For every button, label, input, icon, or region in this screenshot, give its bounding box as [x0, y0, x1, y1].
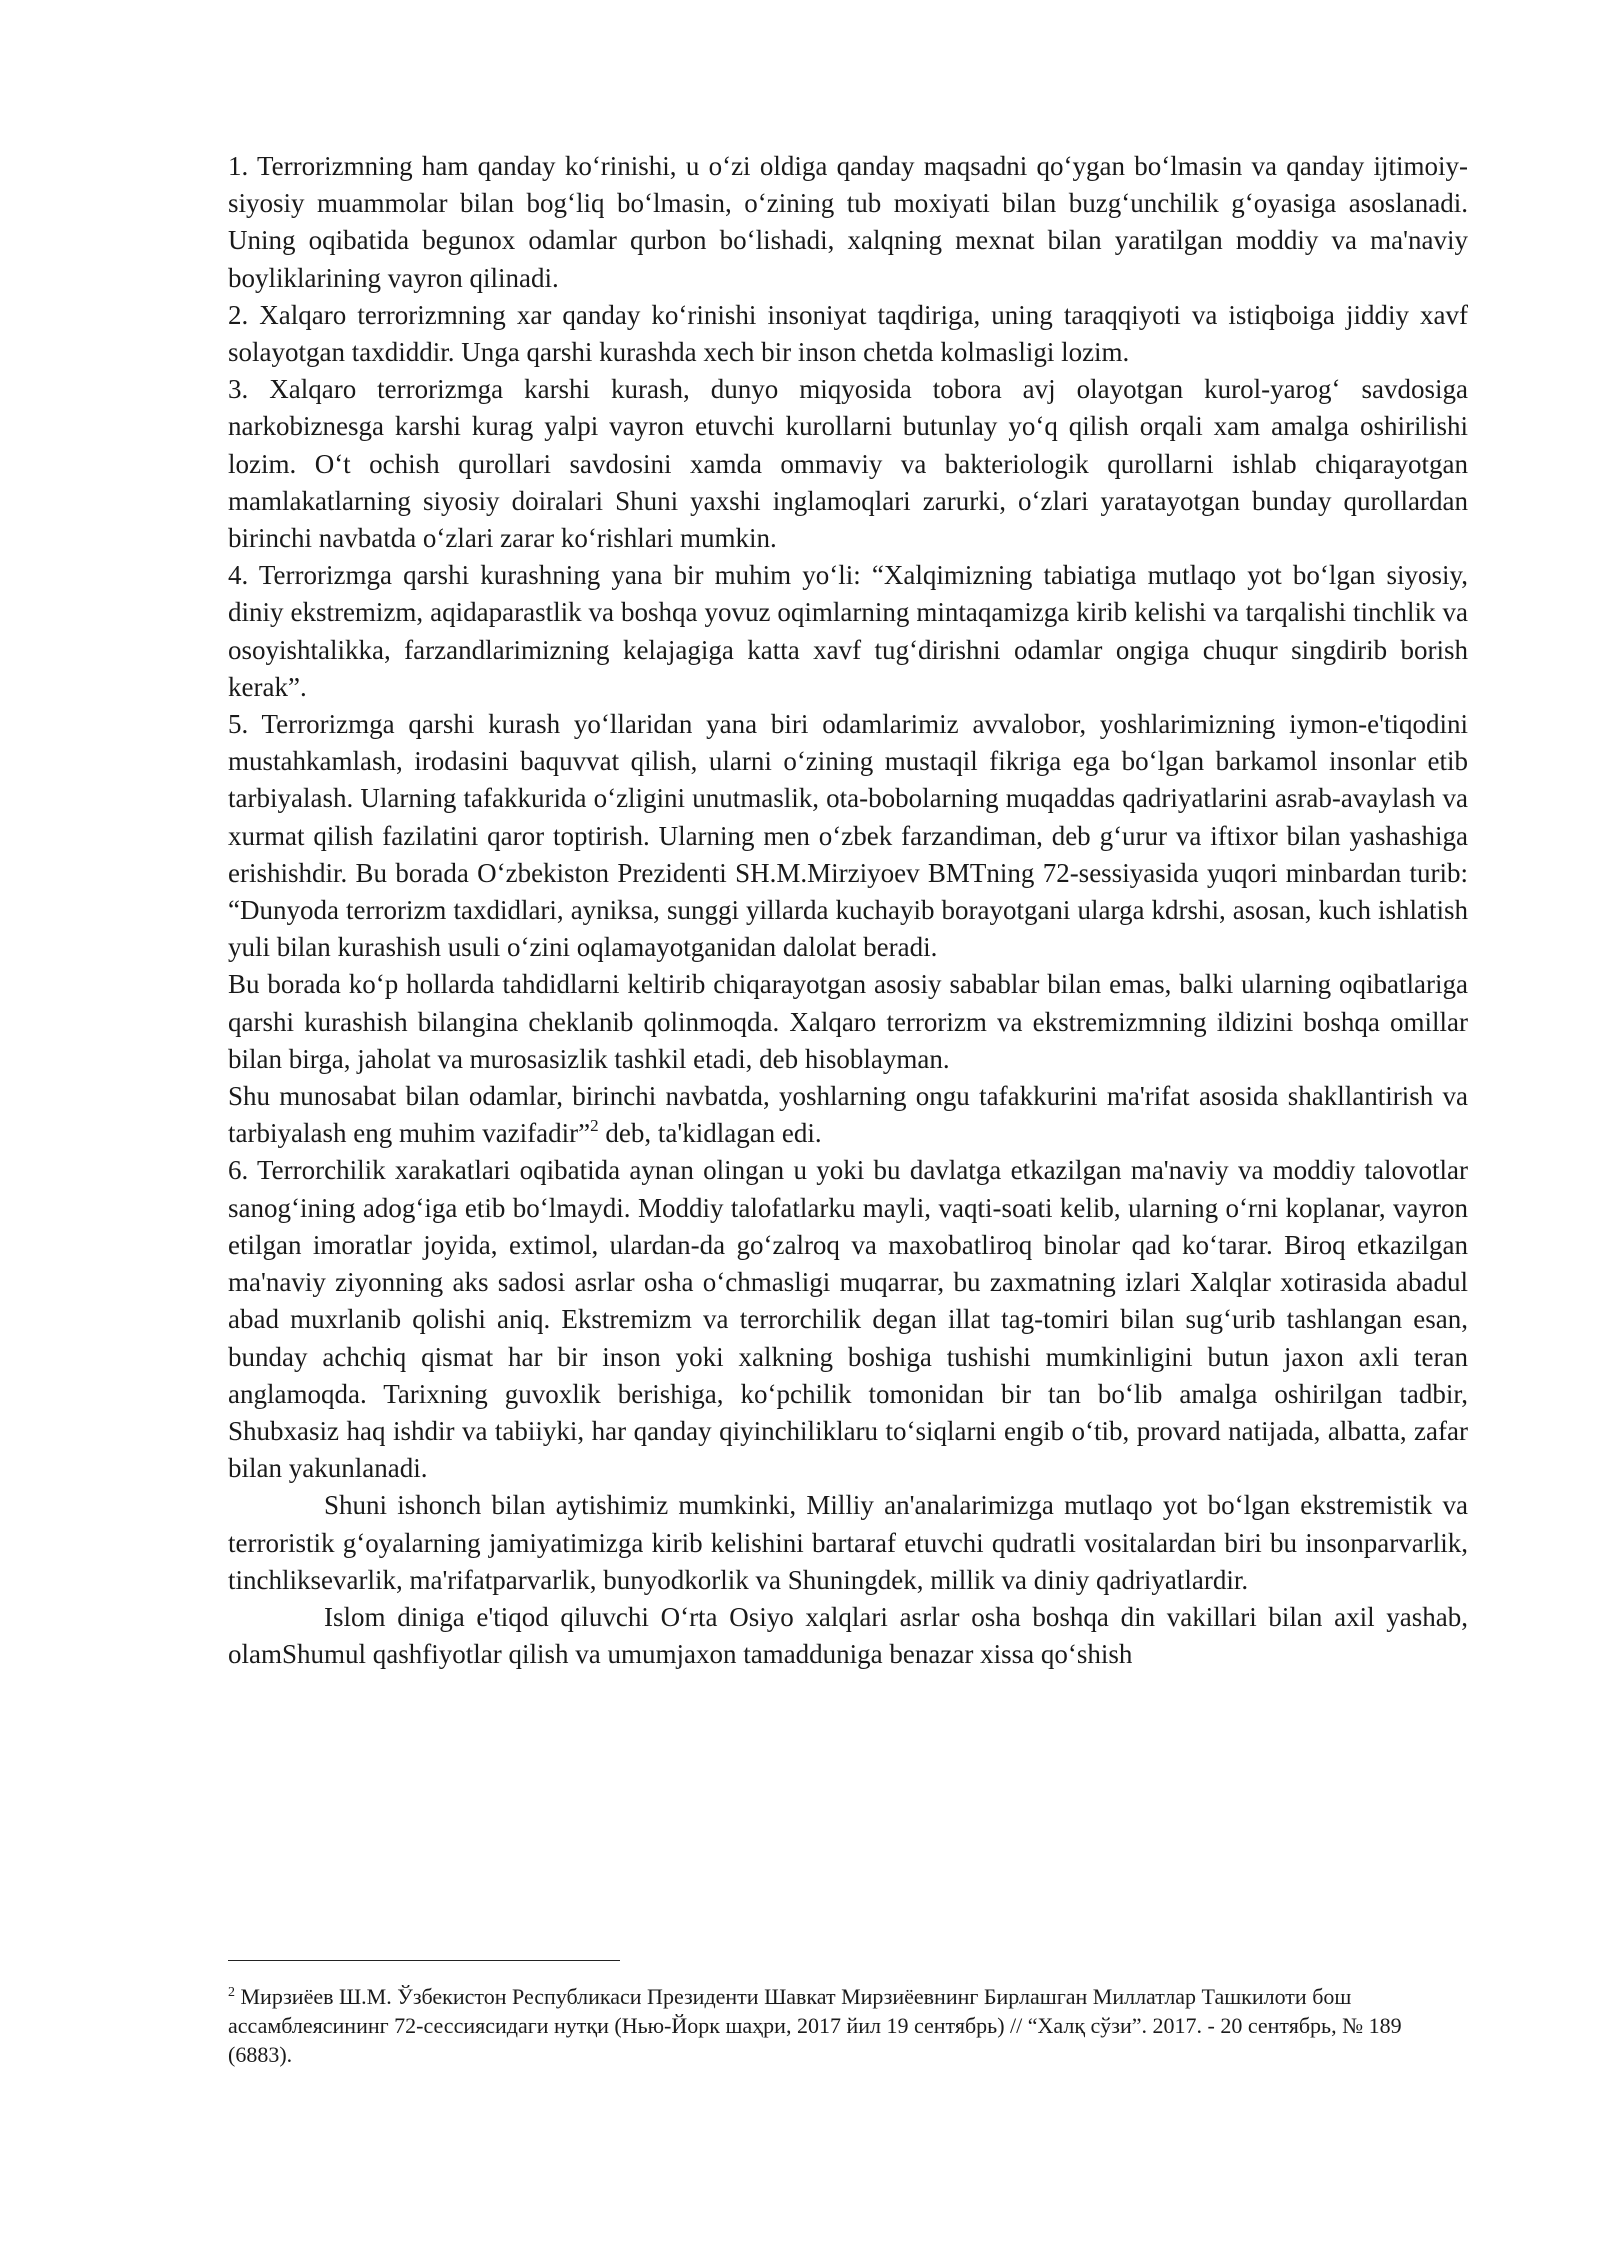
- footnote-reference: 2: [590, 1116, 599, 1136]
- paragraph-1: 1. Terrorizmning ham qanday koʻrinishi, u oʻzi oldiga qanday maqsadni qoʻygan boʻlmasin va qanday ijtimoiy-siyosiy muammolar bilan bogʻliq boʻlmasin, oʻzining tub moxiyati bilan buzgʻunchilik gʻoyasiga asoslanadi. Uning oqibatida begunox odamlar qurbon boʻlishadi, xalqning mexnat bilan yaratilgan moddiy va ma'naviy boyliklarining vayron qilinadi.: [228, 151, 1468, 293]
- footnote: [228, 1982, 1468, 2069]
- indented-paragraph-2: Islom diniga e'tiqod qiluvchi Oʻrta Osiyo xalqlari asrlar osha boshqa din vakillari bilan axil yashab, olamShumul qashfiyotlar qilish va umumjaxon tamadduniga benazar xissa qoʻshish: [228, 1601, 1468, 1670]
- paragraph-5-continued: Bu borada koʻp hollarda tahdidlarni keltirib chiqarayotgan asosiy sabablar bilan emas, balki ularning oqibatlariga qarshi kurashish bilangina cheklanib qolinmoqda. Xalqaro terrorizm va ekstremizmning ildizini boshqa omillar bilan birga, jaholat va murosasizlik tashkil etadi, deb hisoblayman.: [228, 969, 1468, 1074]
- body-text: [228, 148, 1468, 1673]
- paragraph-6: 6. Terrorchilik xarakatlari oqibatida aynan olingan u yoki bu davlatga etkazilgan ma'naviy va moddiy talovotlar sanogʻining adogʻiga etib boʻlmaydi. Moddiy talofatlarku mayli, vaqti-soati kelib, ularning oʻrni koplanar, vayron etilgan imoratlar joyida, extimol, ulardan-da goʻzalroq va maxobatliroq binolar qad koʻtarar. Biroq etkazilgan ma'naviy ziyonning aks sadosi asrlar osha oʻchmasligi muqarrar, bu zaxmatning izlari Xalqlar xotirasida abadul abad muxrlanib qolishi aniq. Ekstremizm va terrorchilik degan illat tag-tomiri bilan sugʻurib tashlangan esan, bunday achchiq qismat har bir inson yoki xalkning boshiga tushishi mumkinligini butun jaxon axli teran anglamoqda. Tarixning guvoxlik berishiga, koʻpchilik tomonidan bir tan boʻlib amalga oshirilgan tadbir, Shubxasiz haq ishdir va tabiiyki, har qanday qiyinchiliklaru toʻsiqlarni engib oʻtib, provard natijada, albatta, zafar bilan yakunlanadi.: [228, 1155, 1468, 1484]
- footnote-marker: 2: [228, 1985, 235, 2000]
- paragraph-2: 2. Xalqaro terrorizmning xar qanday koʻrinishi insoniyat taqdiriga, uning taraqqiyoti va istiqboiga jiddiy xavf solayotgan taxdiddir. Unga qarshi kurashda xech bir inson chetda kolmasligi lozim.: [228, 299, 1468, 368]
- footnote-separator: [228, 1960, 620, 1961]
- paragraph-3: 3. Xalqaro terrorizmga karshi kurash, dunyo miqyosida tobora avj olayotgan kurol-yarogʻ savdosiga narkobiznesga karshi kurag yalpi vayron etuvchi kurollarni butunlay yoʻq qilish orqali xam amalga oshirilishi lozim. Oʻt ochish qurollari savdosini xamda ommaviy va bakteriologik qurollarni ishlab chiqarayotgan mamlakatlarning siyosiy doiralari Shuni yaxshi inglamoqlari zarurki, oʻzlari yaratayotgan bunday qurollardan birinchi navbatda oʻzlari zarar koʻrishlari mumkin.: [228, 374, 1468, 554]
- paragraph-text-after-note: deb, ta'kidlagan edi.: [598, 1118, 822, 1149]
- paragraph-4: 4. Terrorizmga qarshi kurashning yana bir muhim yoʻli: “Xalqimizning tabiatiga mutlaqo yot boʻlgan siyosiy, diniy ekstremizm, aqidaparastlik va boshqa yovuz oqimlarning mintaqamizga kirib kelishi va tarqalishi tinchlik va osoyishtalikka, farzandlarimizning kelajagiga katta xavf tugʻdirishni odamlar ongiga chuqur singdirib borish kerak”.: [228, 560, 1468, 702]
- footnote-text: Мирзиёев Ш.М. Ўзбекистон Республикаси Президенти Шавкат Мирзиёевнинг Бирлашган Миллатлар Ташкилоти бош ассамблеясининг 72-сессиясидаги нутқи (Нью-Йорк шаҳри, 2017 йил 19 сентябрь) // “Халқ сўзи”. 2017. - 20 сентябрь, № 189 (6883).: [228, 1984, 1402, 2067]
- paragraph-5: 5. Terrorizmga qarshi kurash yoʻllaridan yana biri odamlarimiz avvalobor, yoshlarimizning iymon-e'tiqodini mustahkamlash, irodasini baquvvat qilish, ularni oʻzining mustaqil fikriga ega boʻlgan barkamol insonlar etib tarbiyalash. Ularning tafakkurida oʻzligini unutmaslik, ota-bobolarning muqaddas qadriyatlarini asrab-avaylash va xurmat qilish fazilatini qaror toptirish. Ularning men oʻzbek farzandiman, deb gʻurur va iftixor bilan yashashiga erishishdir. Bu borada Oʻzbekiston Prezidenti SH.M.Mirziyoev BMTning 72-sessiyasida yuqori minbardan turib: “Dunyoda terrorizm taxdidlari, ayniksa, sunggi yillarda kuchayib borayotgani ularga kdrshi, asosan, kuch ishlatish yuli bilan kurashish usuli oʻzini oqlamayotganidan dalolat beradi.: [228, 709, 1468, 963]
- paragraph-with-footnote: [228, 1078, 1468, 1152]
- indented-paragraph-1: Shuni ishonch bilan aytishimiz mumkinki, Milliy an'analarimizga mutlaqo yot boʻlgan ekstremistik va terroristik gʻoyalarning jamiyatimizga kirib kelishini bartaraf etuvchi qudratli vositalardan biri bu insonparvarlik, tinchliksevarlik, ma'rifatparvarlik, bunyodkorlik va Shuningdek, millik va diniy qadriyatlardir.: [228, 1490, 1468, 1595]
- paragraph-text-before-note: Shu munosabat bilan odamlar, birinchi navbatda, yoshlarning ongu tafakkurini ma'rifat asosida shakllantirish va tarbiyalash eng muhim vazifadir”: [228, 1081, 1468, 1149]
